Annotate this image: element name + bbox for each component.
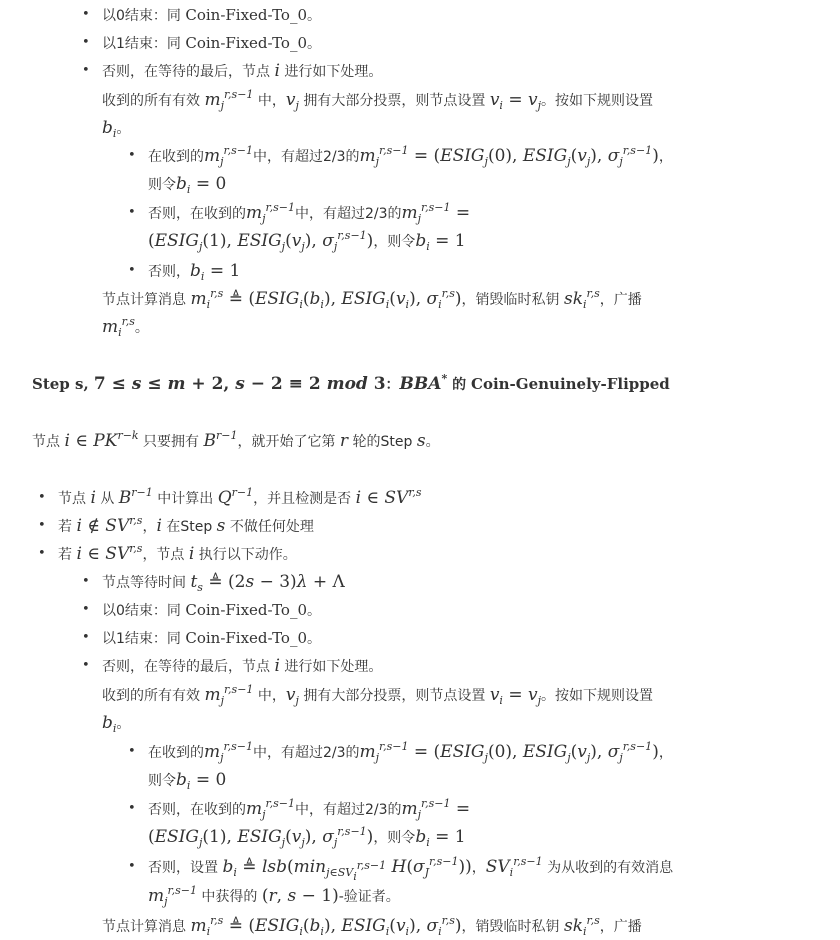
list-item-not-in-sv: • 若 i ∉ SV$^{r,s}$，i 在Step s 不做任何处理 (58, 514, 314, 539)
received-votes-text: 收到的所有有效 $m_j^{r,s-1}$ 中，$v_j$ 拥有大部分投票，则节点设置 $v_i = v_j$。按如下规则设置 (102, 88, 654, 112)
rule-item-2-b-cont: ($ESIG_j(1)$, $ESIG_j(v_j)$, $\sigma_j^{r,s-1}$)，则令$b_i = 1$ (148, 825, 466, 849)
rule-item-3-b: • 否则，设置 $b_i$ ≜ $lsb(\min_{j\in SV_i^{r,s-1}}$ $H(\sigma_J^{r,s-1})$)，$SV_i^{r,s-1}$ 为从收到的有效消息 (148, 855, 673, 880)
list-item-otherwise: • 否则，在等待的最后，节点 i 进行如下处理。 (102, 59, 382, 84)
step-intro: 节点 i ∈ $PK^{r-k}$ 只要拥有 $B^{r-1}$，就开始了它第 r 轮的Step s。 (32, 429, 440, 451)
list-item-wait: • 节点等待时间 $t_s$ ≜ (2s − 3)λ + Λ (102, 570, 345, 595)
rule-item-2-b: • 否则，在收到的$m_j^{r,s-1}$中，有超过2/3的$m_j^{r,s-1}$ = (148, 797, 470, 822)
rule-item-3-b-cont: $m_j^{r,s-1}$ 中获得的 (r, s − 1)-验证者。 (148, 884, 400, 908)
compute-message-text-b: 节点计算消息 $m_i^{r,s}$ ≜ ($ESIG_i(b_i)$, $ESIG_i(v_i)$, $\sigma_i^{r,s}$)，销毁临时私钥 $sk_i^{r,s}$，广播 (102, 914, 642, 938)
rule-item-2-cont: ($ESIG_j(1)$, $ESIG_j(v_j)$, $\sigma_j^{r,s-1}$)，则令$b_i = 1$ (148, 229, 466, 253)
compute-message-text-cont: $m_i^{r,s}$。 (102, 315, 149, 339)
rule-item-1-b-cont: 则令$b_i = 0$ (148, 770, 227, 792)
rule-item-1: • 在收到的$m_j^{r,s-1}$中，有超过2/3的$m_j^{r,s-1}$ = ($ESIG_j(0)$, $ESIG_j(v_j)$, $\sigma_j^{r,s-1}$)， (148, 144, 673, 169)
step-heading: Step s, 7 ≤ s ≤ m + 2, s − 2 ≡ 2 mod 3：BBA* 的 Coin-Genuinely-Flipped (32, 372, 670, 394)
list-item-end1: • 以1结束：同 Coin-Fixed-To_0。 (102, 31, 321, 56)
received-votes-text-cont: $b_i$。 (102, 118, 131, 140)
received-votes-text-b: 收到的所有有效 $m_j^{r,s-1}$ 中，$v_j$ 拥有大部分投票，则节点设置 $v_i = v_j$。按如下规则设置 (102, 683, 654, 707)
rule-item-1-b: • 在收到的$m_j^{r,s-1}$中，有超过2/3的$m_j^{r,s-1}$ = ($ESIG_j(0)$, $ESIG_j(v_j)$, $\sigma_j^{r,s-1}$)， (148, 740, 673, 765)
list-item-otherwise-b: • 否则，在等待的最后，节点 i 进行如下处理。 (102, 654, 382, 679)
rule-item-3: • 否则，$b_i = 1$ (148, 259, 240, 284)
list-item-end0-b: • 以0结束：同 Coin-Fixed-To_0。 (102, 598, 321, 623)
compute-message-text: 节点计算消息 $m_i^{r,s}$ ≜ ($ESIG_i(b_i)$, $ESIG_i(v_i)$, $\sigma_i^{r,s}$)，销毁临时私钥 $sk_i^{r,s}$，广播 (102, 287, 642, 311)
list-item-end1-b: • 以1结束：同 Coin-Fixed-To_0。 (102, 626, 321, 651)
list-item-in-sv: • 若 i ∈ SV$^{r,s}$，节点 i 执行以下动作。 (58, 542, 297, 567)
rule-item-1-cont: 则令$b_i = 0$ (148, 174, 227, 196)
list-item-compute-q: • 节点 i 从 $B^{r-1}$ 中计算出 $Q^{r-1}$，并且检测是否 i ∈ SV$^{r,s}$ (58, 486, 422, 511)
received-votes-text-b-cont: $b_i$。 (102, 713, 131, 735)
rule-item-2: • 否则，在收到的$m_j^{r,s-1}$中，有超过2/3的$m_j^{r,s-1}$ = (148, 201, 470, 226)
list-item-end0: • 以0结束：同 Coin-Fixed-To_0。 (102, 3, 321, 28)
